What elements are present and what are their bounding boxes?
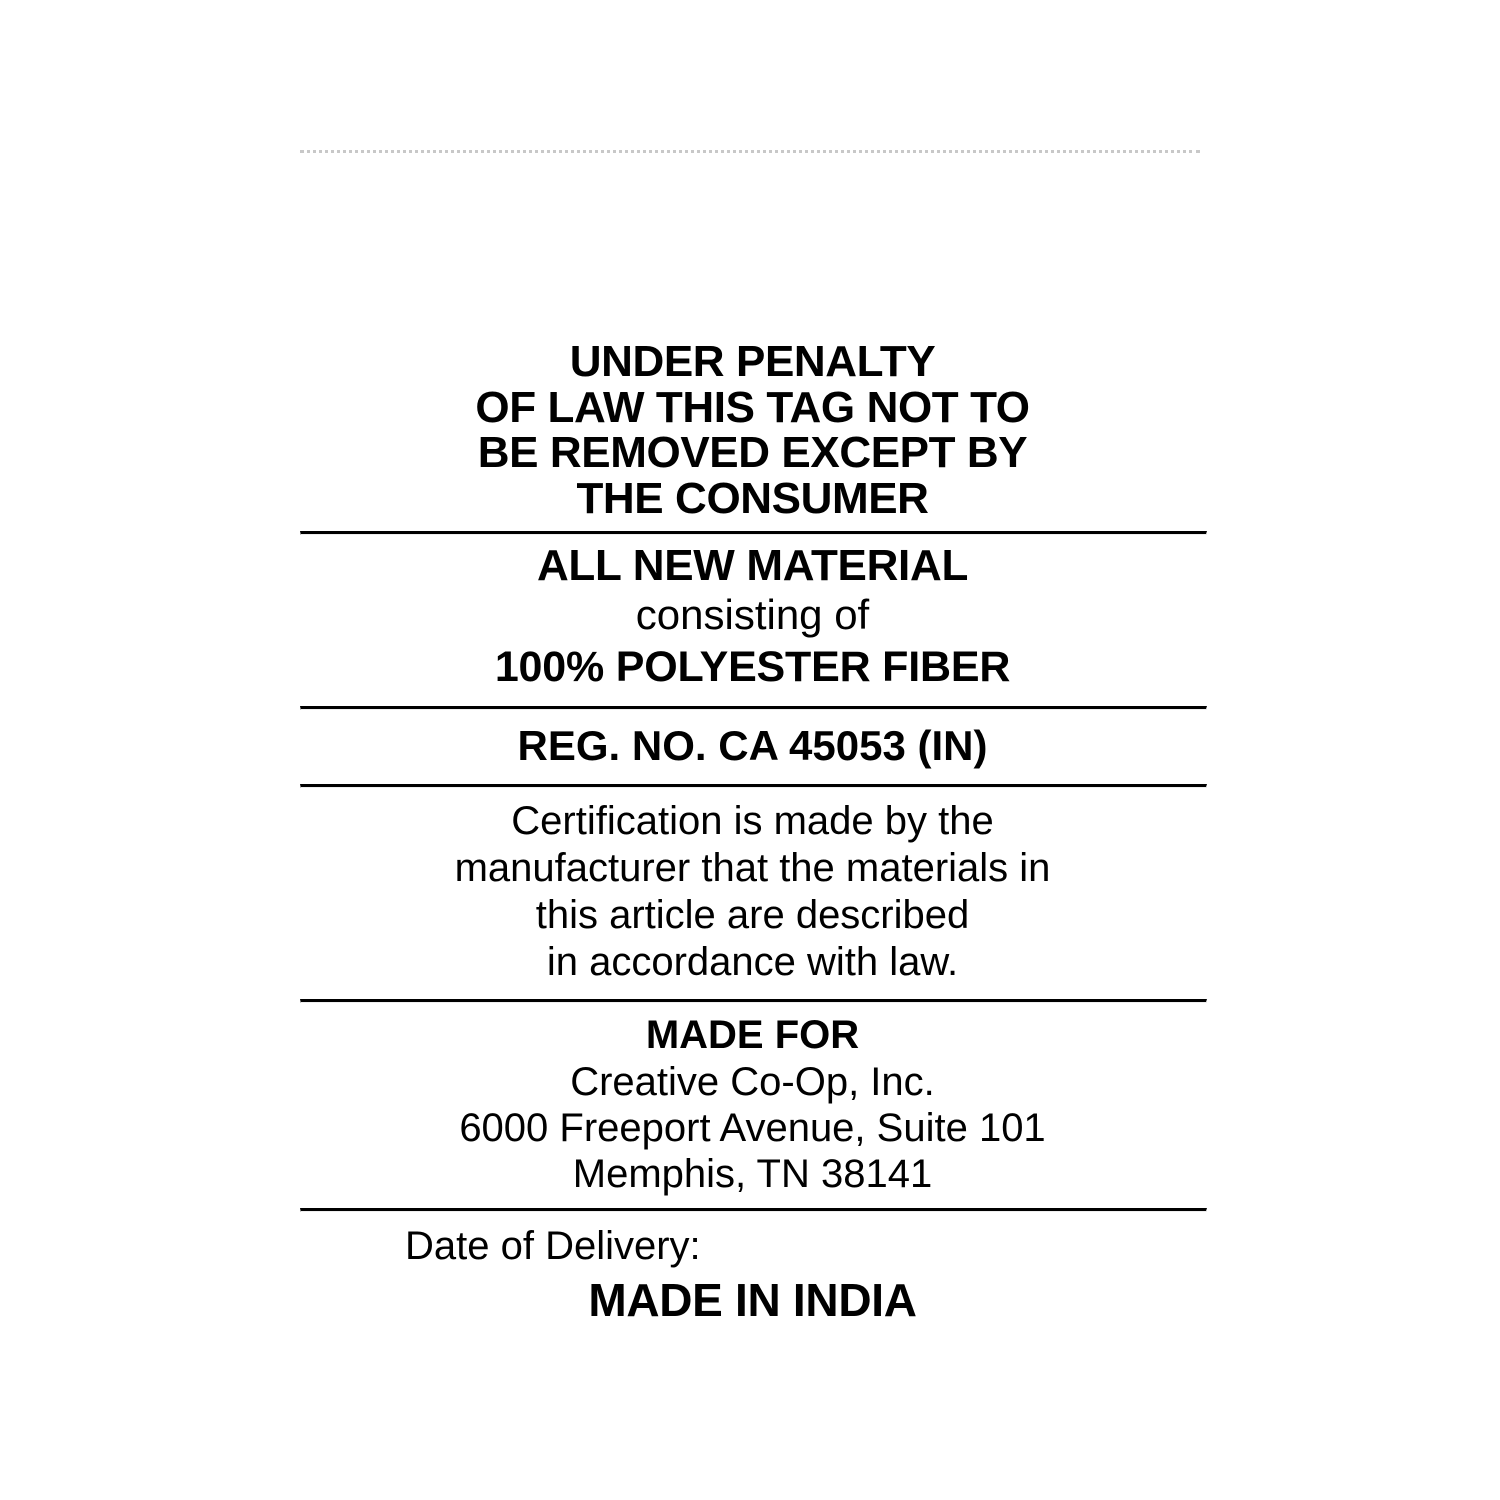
penalty-line-2: OF LAW THIS TAG NOT TO xyxy=(475,382,1030,432)
registration-number: REG. NO. CA 45053 (IN) xyxy=(517,721,988,769)
made-for-street: 6000 Freeport Avenue, Suite 101 xyxy=(459,1105,1046,1150)
material-section xyxy=(300,535,1205,706)
certification-section xyxy=(300,788,1205,999)
date-of-delivery-label: Date of Delivery: xyxy=(405,1223,701,1268)
material-heading: ALL NEW MATERIAL xyxy=(536,541,969,591)
material-fiber-content: 100% POLYESTER FIBER xyxy=(494,642,1011,691)
registration-section xyxy=(300,710,1205,784)
made-for-company: Creative Co-Op, Inc. xyxy=(570,1059,935,1104)
made-for-heading: MADE FOR xyxy=(645,1012,860,1057)
label-content xyxy=(300,335,1205,1329)
penalty-line-3: BE REMOVED EXCEPT BY xyxy=(477,428,1028,478)
penalty-line-4: THE CONSUMER xyxy=(576,473,929,523)
certification-line-2: manufacturer that the materials in xyxy=(454,846,1051,891)
delivery-section xyxy=(300,1212,1205,1330)
country-of-origin: MADE IN INDIA xyxy=(588,1273,917,1326)
certification-line-1: Certification is made by the xyxy=(511,798,994,843)
made-for-section xyxy=(300,1003,1205,1208)
perforation-tear-line xyxy=(300,150,1200,156)
certification-line-3: this article are described xyxy=(535,893,970,938)
made-for-city-state-zip: Memphis, TN 38141 xyxy=(572,1152,933,1197)
certification-line-4: in accordance with law. xyxy=(546,940,959,985)
material-connector: consisting of xyxy=(635,591,870,639)
penalty-notice xyxy=(300,335,1205,531)
penalty-line-1: UNDER PENALTY xyxy=(569,337,936,386)
